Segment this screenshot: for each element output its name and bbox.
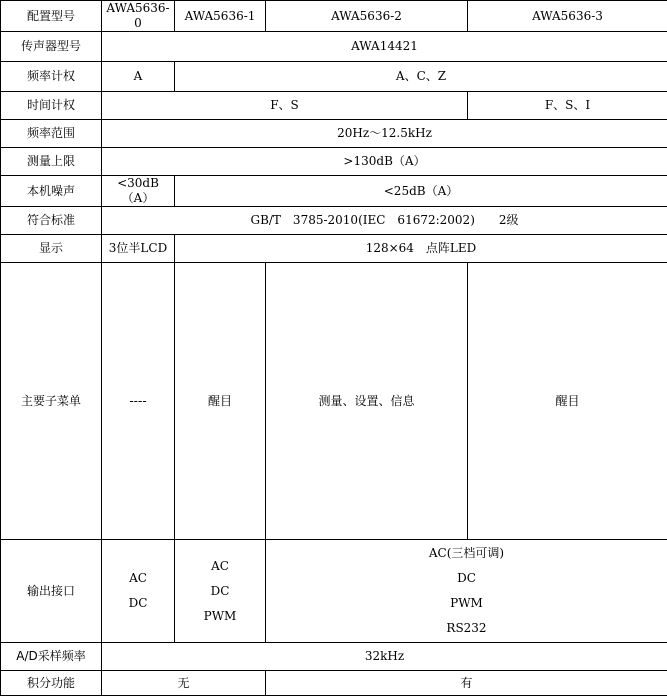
row-integration — [1, 671, 667, 696]
row-ad-rate — [1, 643, 667, 671]
output-1-item: PWM — [177, 609, 263, 624]
submenu-3: 醒目 — [468, 263, 667, 540]
submenu-0: ---- — [102, 263, 175, 540]
label-noise-floor: 本机噪声 — [1, 176, 102, 207]
row-freq-range — [1, 120, 667, 148]
time-weighting-34: F、S、I — [468, 92, 667, 120]
label-upper-limit: 测量上限 — [1, 148, 102, 176]
label-submenu: 主要子菜单 — [1, 263, 102, 540]
label-display: 显示 — [1, 235, 102, 263]
label-freq-weighting: 频率计权 — [1, 62, 102, 92]
output-rest-item: DC — [268, 571, 665, 586]
label-output: 输出接口 — [1, 540, 102, 643]
label-freq-range: 频率范围 — [1, 120, 102, 148]
output-rest-item: AC(三档可调) — [268, 546, 665, 561]
label-integration: 积分功能 — [1, 671, 102, 696]
row-noise-floor — [1, 176, 667, 207]
model-2: AWA5636-2 — [266, 1, 468, 32]
display-rest: 128×64 点阵LED — [175, 235, 667, 263]
model-0: AWA5636-0 — [102, 1, 175, 32]
microphone-value: AWA14421 — [102, 32, 667, 62]
row-model — [1, 1, 667, 32]
integration-rest: 有 — [266, 671, 667, 696]
output-rest — [266, 540, 667, 643]
submenu-2: 测量、设置、信息 — [266, 263, 468, 540]
label-microphone: 传声器型号 — [1, 32, 102, 62]
display-0: 3位半LCD — [102, 235, 175, 263]
label-standard: 符合标准 — [1, 207, 102, 235]
output-1-item: DC — [177, 584, 263, 599]
output-1-item: AC — [177, 559, 263, 574]
row-upper-limit — [1, 148, 667, 176]
standard-value: GB/T 3785-2010(IEC 61672:2002) 2级 — [102, 207, 667, 235]
freq-weighting-rest: A、C、Z — [175, 62, 667, 92]
row-standard — [1, 207, 667, 235]
integration-01: 无 — [102, 671, 266, 696]
model-1: AWA5636-1 — [175, 1, 266, 32]
noise-floor-0: <30dB（A） — [102, 176, 175, 207]
row-output — [1, 540, 667, 643]
output-0 — [102, 540, 175, 643]
label-model: 配置型号 — [1, 1, 102, 32]
model-3: AWA5636-3 — [468, 1, 667, 32]
output-1 — [175, 540, 266, 643]
output-0-item: DC — [104, 596, 172, 611]
output-rest-item: RS232 — [268, 621, 665, 636]
upper-limit-value: >130dB（A） — [102, 148, 667, 176]
row-display — [1, 235, 667, 263]
output-0-item: AC — [104, 571, 172, 586]
ad-rate-value: 32kHz — [102, 643, 667, 671]
time-weighting-012: F、S — [102, 92, 468, 120]
freq-range-value: 20Hz～12.5kHz — [102, 120, 667, 148]
row-freq-weighting — [1, 62, 667, 92]
row-microphone — [1, 32, 667, 62]
submenu-1: 醒目 — [175, 263, 266, 540]
label-ad-rate: A/D采样频率 — [1, 643, 102, 671]
row-submenu — [1, 263, 667, 540]
freq-weighting-0: A — [102, 62, 175, 92]
row-time-weighting — [1, 92, 667, 120]
label-time-weighting: 时间计权 — [1, 92, 102, 120]
output-rest-item: PWM — [268, 596, 665, 611]
noise-floor-rest: <25dB（A） — [175, 176, 667, 207]
